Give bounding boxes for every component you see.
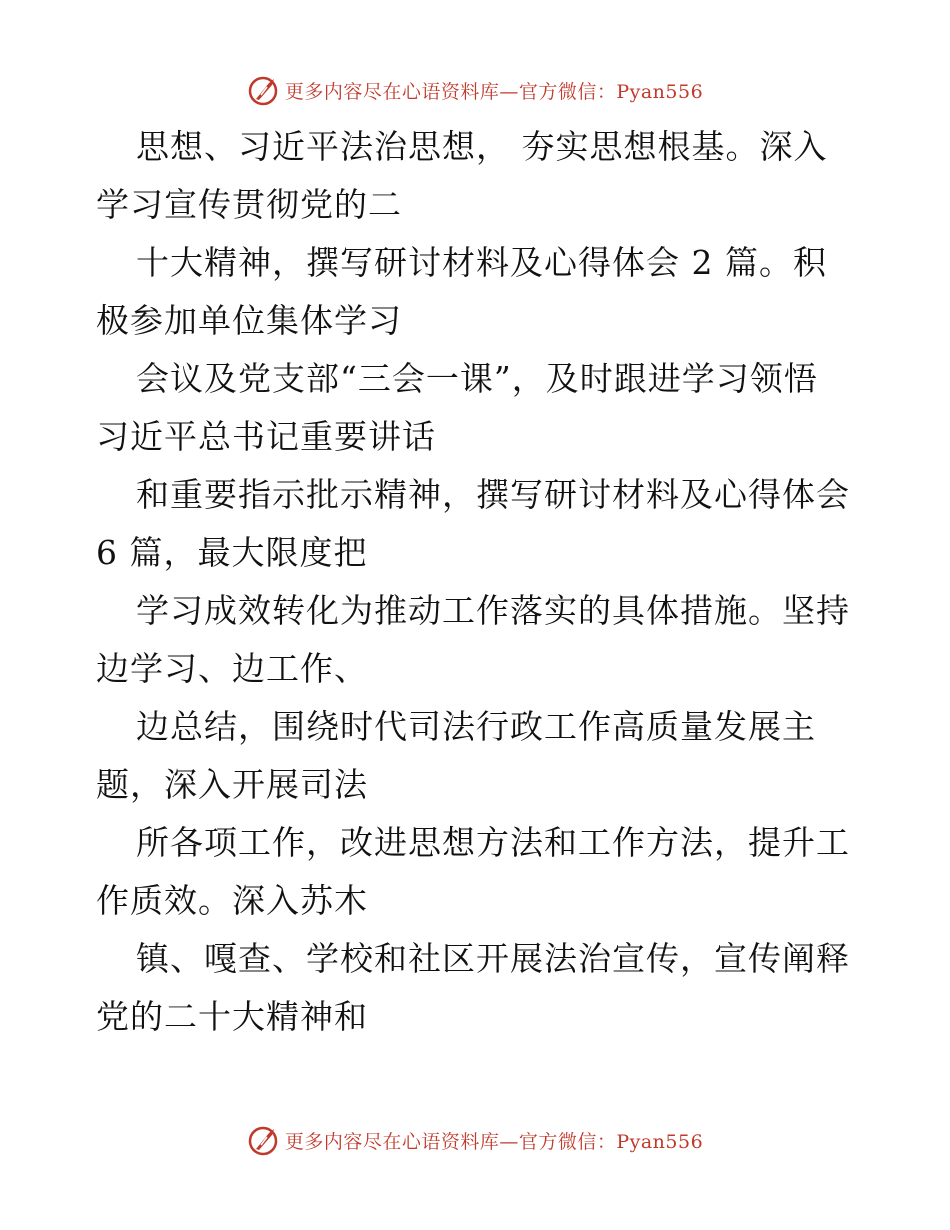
body-line: 十大精神，撰写研讨材料及心得体会 2 篇。积 <box>136 243 827 282</box>
body-line: 思想、习近平法治思想， 夯实思想根基。深入 <box>136 127 828 166</box>
footer-watermark-banner <box>0 1122 950 1158</box>
footer-watermark-text: 更多内容尽在心语资料库—官方微信：Pyan556 <box>284 1130 704 1153</box>
body-line: 党的二十大精神和 <box>96 997 368 1036</box>
body-line: 边学习、边工作、 <box>96 649 368 688</box>
body-line: 镇、嘎查、学校和社区开展法治宣传，宣传阐释 <box>136 939 850 978</box>
body-line: 极参加单位集体学习 <box>96 301 402 340</box>
body-line: 作质效。深入苏木 <box>96 881 368 920</box>
body-line: 和重要指示批示精神，撰写研讨材料及心得体会 <box>136 475 850 514</box>
header-watermark-banner <box>0 72 950 108</box>
body-line: 所各项工作，改进思想方法和工作方法，提升工 <box>136 823 850 862</box>
document-body <box>96 118 866 1046</box>
header-watermark-text: 更多内容尽在心语资料库—官方微信：Pyan556 <box>284 80 704 103</box>
body-line: 6 篇，最大限度把 <box>96 533 368 572</box>
pen-nib-logo-icon <box>247 73 281 107</box>
body-line: 学习宣传贯彻党的二 <box>96 185 402 224</box>
pen-nib-logo-icon <box>247 1123 281 1157</box>
body-line: 边总结，围绕时代司法行政工作高质量发展主 <box>136 707 816 746</box>
body-line: 学习成效转化为推动工作落实的具体措施。坚持 <box>136 591 850 630</box>
body-line: 题，深入开展司法 <box>96 765 368 804</box>
body-line: 习近平总书记重要讲话 <box>96 417 436 456</box>
body-line: 会议及党支部“三会一课”，及时跟进学习领悟 <box>136 359 818 398</box>
